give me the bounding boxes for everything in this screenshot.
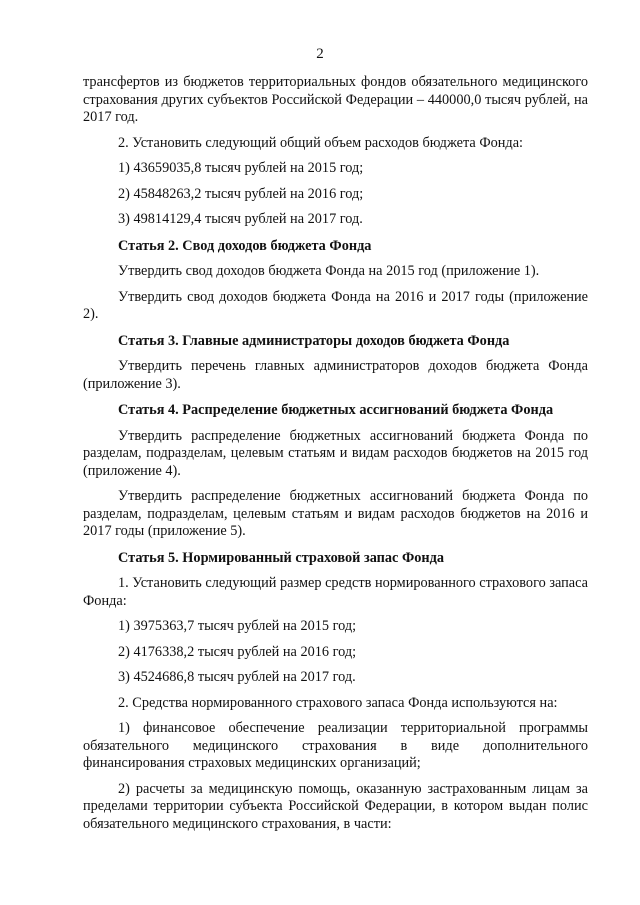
article-4-heading: Статья 4. Распределение бюджетных ассигнований бюджета Фонда [118,402,554,418]
paragraph-allocation-2016-2017: Утвердить распределение бюджетных ассигнований бюджета Фонда по разделам, подразделам, целевым статьям и видам расходов бюджетов на 2016 и 2017 годы (приложение 5). [83,488,588,539]
list-item-expense-2015: 1) 43659035,8 тысяч рублей на 2015 год; [118,160,364,176]
paragraph-expenses-total: 2. Установить следующий общий объем расходов бюджета Фонда: [118,134,524,151]
list-item-reserve-2015: 1) 3975363,7 тысяч рублей на 2015 год; [118,618,357,634]
list-item-expense-2017: 3) 49814129,4 тысяч рублей на 2017 год. [118,211,363,227]
list-item-reserve-2017: 3) 4524686,8 тысяч рублей на 2017 год. [118,669,356,685]
paragraph-reserve-usage: 2. Средства нормированного страхового запаса Фонда используются на: [118,694,558,711]
paragraph-administrators: Утвердить перечень главных администраторов доходов бюджета Фонда (приложение 3). [83,358,588,392]
article-5-heading: Статья 5. Нормированный страховой запас Фонда [118,549,445,566]
list-item-usage-settlements: 2) расчеты за медицинскую помощь, оказанную застрахованным лицам за пределами территории субъекта Российской Федерации, в котором выдан полис обязательного медицинского страхования, в части: [83,780,588,832]
list-item-expense-2016: 2) 45848263,2 тысяч рублей на 2016 год; [118,185,364,202]
paragraph-income-2015: Утвердить свод доходов бюджета Фонда на 2015 год (приложение 1). [118,263,540,279]
paragraph-transfers: трансфертов из бюджетов территориальных фондов обязательного медицинского страхования других субъектов Российской Федерации – 440000,0 тысяч рублей, на 2017 год. [83,74,588,125]
list-item-usage-financing: 1) финансовое обеспечение реализации территориальной программы обязательного медицинского страхования в виде дополнительного финансирования страховых медицинских организаций; [83,720,588,771]
paragraph-reserve-size: 1. Установить следующий размер средств нормированного страхового запаса Фонда: [83,575,588,609]
document-body [83,74,588,833]
paragraph-income-2016-2017: Утвердить свод доходов бюджета Фонда на 2016 и 2017 годы (приложение 2). [83,288,588,322]
page-number: 2 [316,46,324,62]
list-item-reserve-2016: 2) 4176338,2 тысяч рублей на 2016 год; [118,643,357,660]
article-3-heading: Статья 3. Главные администраторы доходов бюджета Фонда [118,332,510,349]
paragraph-allocation-2015: Утвердить распределение бюджетных ассигнований бюджета Фонда по разделам, подразделам, целевым статьям и видам расходов бюджетов на 2015 год (приложение 4). [83,427,588,479]
article-2-heading: Статья 2. Свод доходов бюджета Фонда [118,237,372,254]
